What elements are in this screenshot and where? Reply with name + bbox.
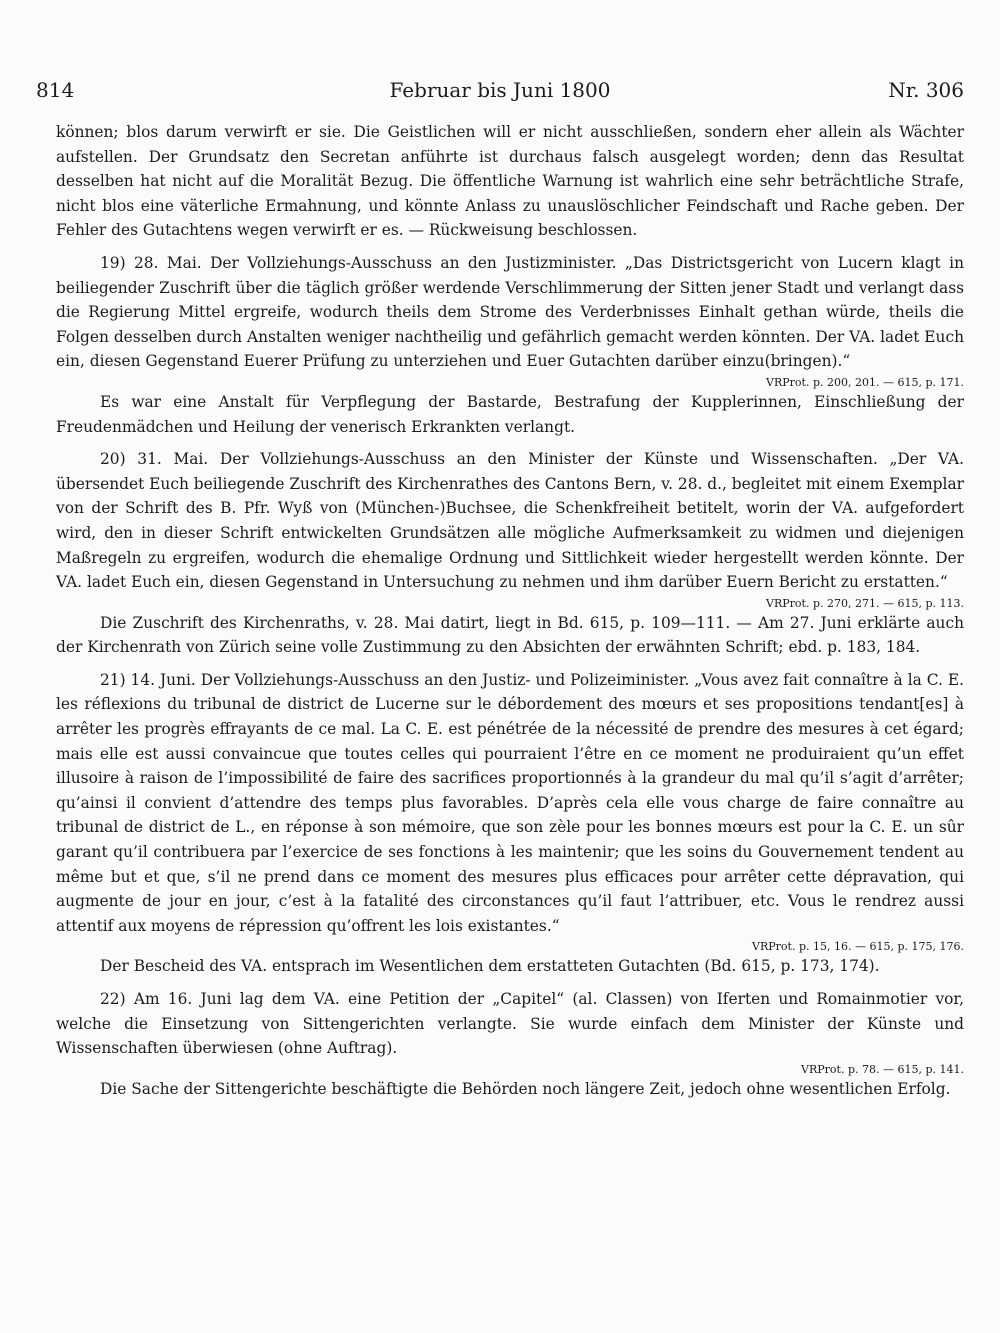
running-title: Februar bis Juni 1800 [389, 78, 611, 102]
paragraph-2: 19) 28. Mai. Der Vollziehungs-Ausschuss an den Justizminister. „Das Districtsgericht von Lucern klagt in beiliegender Zuschrift über die täglich größer werdende Verschlimmerung der Sitten jener Stadt und verlangt dass die Regierung Mittel ergreife, wodurch theils dem Strome des Verderbnisses Einhalt gethan würde, theils die Folgen desselben durch Anstalten weniger nachtheilig und gefährlich gemacht werden könnten. Der VA. ladet Euch ein, diesen Gegenstand Euerer Prüfung zu unterziehen und Euer Gutachten darüber einzu(bringen).“ [56, 253, 964, 371]
page-body [56, 120, 964, 1109]
paragraph-1: können; blos darum verwirft er sie. Die Geistlichen will er nicht ausschließen, sondern eher allein als Wächter aufstellen. Der Grundsatz den Secretan anführte ist durchaus falsch ausgelegt worden; denn das Resultat desselben hat nicht auf die Moralität Bezug. Die öffentliche Warnung ist wahrlich eine sehr beträchtliche Strafe, nicht blos eine väterliche Ermahnung, und könnte Anlass zu unauslöschlicher Feindschaft und Rache geben. Der Fehler des Gutachtens wegen verwirft er es. — Rückweisung beschlossen. [56, 123, 964, 240]
page-header [36, 78, 964, 108]
reference-note-2: VRProt. p. 270, 271. — 615, p. 113. [766, 596, 964, 610]
paragraph-5: Die Zuschrift des Kirchenraths, v. 28. Mai datirt, liegt in Bd. 615, p. 109—111. — Am 27. Juni erklärte auch der Kirchenrath von Zürich seine volle Zustimmung zu den Absichten der erwähnten Schrift; ebd. p. 183, 184. [56, 613, 964, 657]
document-number: Nr. 306 [888, 78, 964, 102]
paragraph-8: 22) Am 16. Juni lag dem VA. eine Petition der „Capitel“ (al. Classen) von Iferten und Romainmotier vor, welche die Einsetzung von Sittengerichten verlangte. Sie wurde einfach dem Minister der Künste und Wissenschaften überwiesen (ohne Auftrag). [56, 990, 964, 1058]
reference-note-3: VRProt. p. 15, 16. — 615, p. 175, 176. [752, 940, 964, 954]
paragraph-7: Der Bescheid des VA. entsprach im Wesentlichen dem erstatteten Gutachten (Bd. 615, p. 173, 174). [100, 957, 880, 976]
paragraph-9: Die Sache der Sittengerichte beschäftigte die Behörden noch längere Zeit, jedoch ohne wesentlichen Erfolg. [100, 1079, 951, 1098]
paragraph-3: Es war eine Anstalt für Verpflegung der Bastarde, Bestrafung der Kupplerinnen, Einschließung der Freudenmädchen und Heilung der venerisch Erkrankten verlangt. [56, 392, 964, 436]
reference-note-4: VRProt. p. 78. — 615, p. 141. [801, 1062, 964, 1076]
paragraph-6: 21) 14. Juni. Der Vollziehungs-Ausschuss an den Justiz- und Polizeiminister. „Vous avez fait connaître à la C. E. les réflexions du tribunal de district de Lucerne sur le débordement des mœurs et ses propositions tendant[es] à arrêter les progrès effrayants de ce mal. La C. E. est pénétrée de la nécessité de prendre des mesures à cet égard; mais elle est aussi convaincue que toutes celles qui pourraient l’être en ce moment ne produiraient qu’un effet illusoire à raison de l’impossibilité de faire des sacrifices proportionnés à la grandeur du mal qu’il s’agit d’arrêter; qu’ainsi il convient d’attendre des temps plus favorables. D’après cela elle vous charge de faire connaître au tribunal de district de L., en réponse à son mémoire, que son zèle pour les bonnes mœurs est pour la C. E. un sûr garant qu’il contribuera par l’exercice de ses fonctions à les maintenir; que les soins du Gouvernement tendent au même but et que, s’il ne prend dans ce moment des mesures plus efficaces pour arrêter cette dépravation, qui augmente de jour en jour, c’est à la fatalité des circonstances qu’il faut l’attribuer, etc. Vous le rendrez aussi attentif aux moyens de répression qu’offrent les lois existantes.“ [56, 670, 964, 935]
reference-note-1: VRProt. p. 200, 201. — 615, p. 171. [766, 375, 964, 389]
page-number: 814 [36, 78, 75, 102]
paragraph-4: 20) 31. Mai. Der Vollziehungs-Ausschuss an den Minister der Künste und Wissenschaften. „Der VA. übersendet Euch beiliegende Zuschrift des Kirchenrathes des Cantons Bern, v. 28. d., begleitet mit einem Exemplar von der Schrift des B. Pfr. Wyß von (München-)Buchsee, die Schenkfreiheit betitelt, worin der VA. aufgefordert wird, den in dieser Schrift entwickelten Grundsätzen alle mögliche Aufmerksamkeit zu widmen und diejenigen Maßregeln zu ergreifen, wodurch die ehemalige Ordnung und Sittlichkeit wieder hergestellt werden könnte. Der VA. ladet Euch ein, diesen Gegenstand in Untersuchung zu nehmen und ihm darüber Euern Bericht zu erstatten.“ [56, 450, 964, 592]
